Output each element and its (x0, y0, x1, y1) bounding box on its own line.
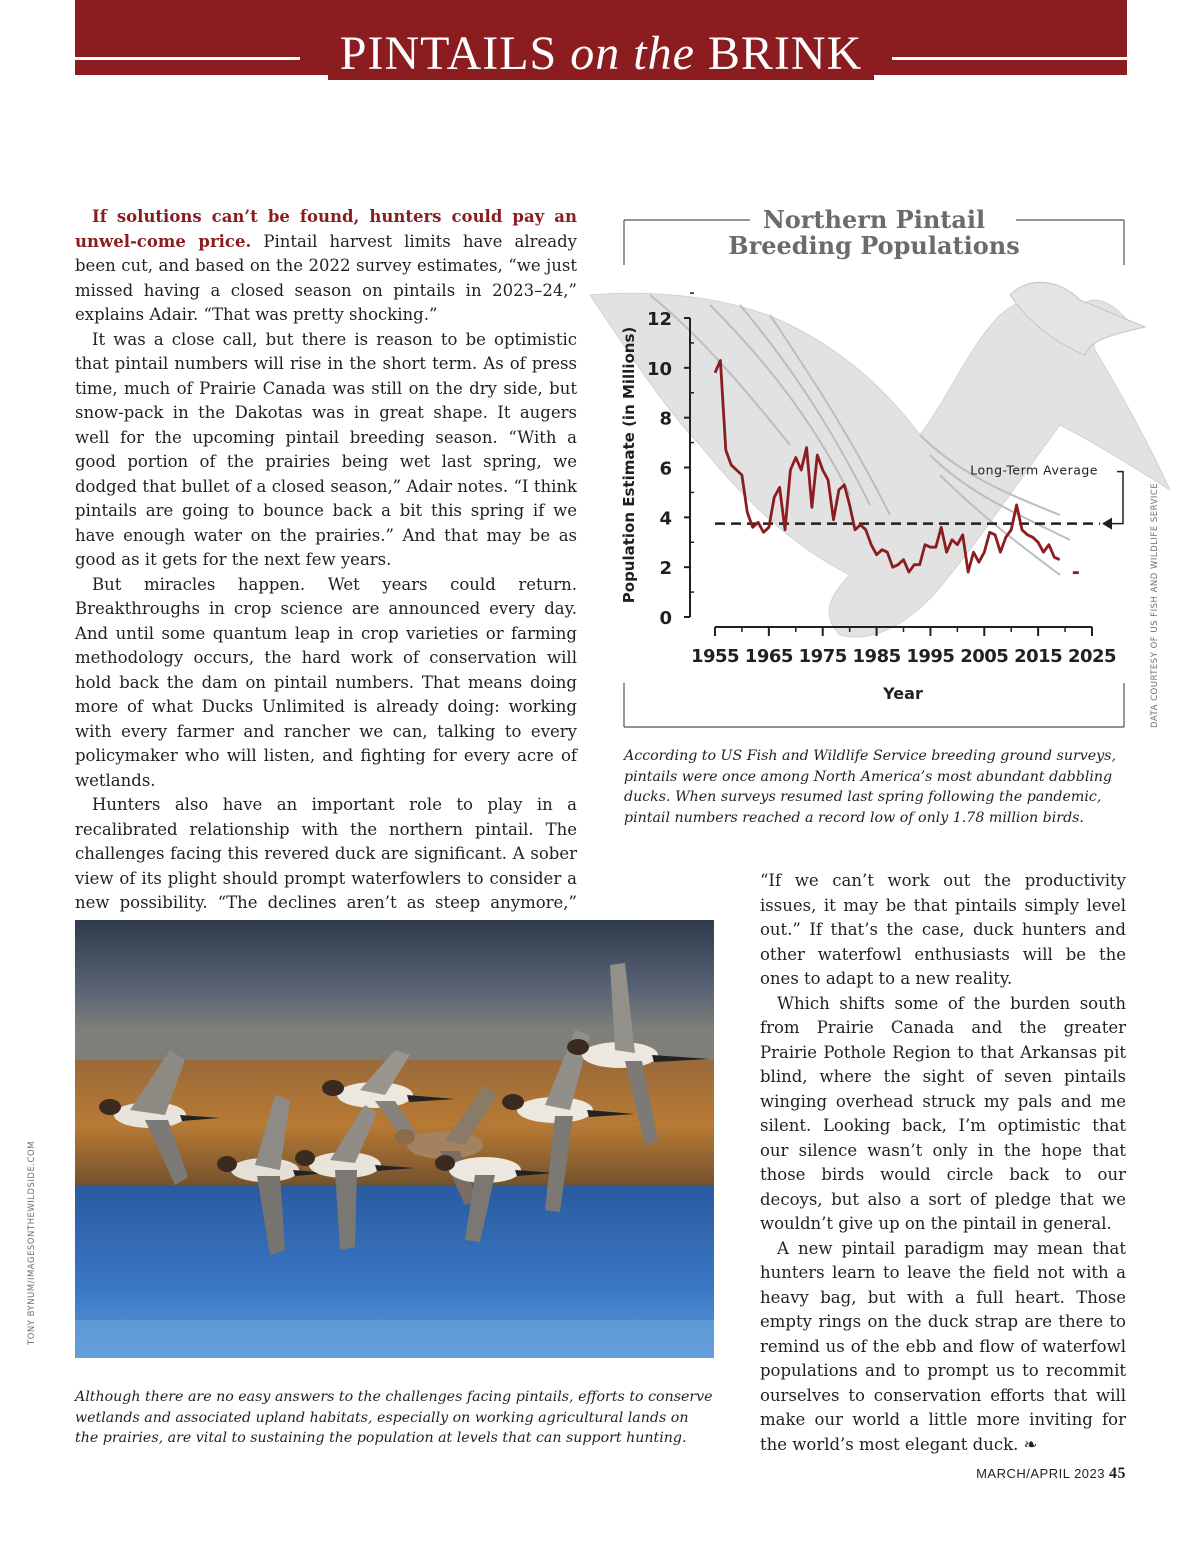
paragraph-text: A new pintail paradigm may mean that hunters learn to leave the field not with a heavy bag, but with a full heart. Those empty rings on the duck strap are there to remind us of the ebb and flow of waterfowl populations and to prompt us to recommit ourselves to conservation efforts that will make our world a little more inviting for the world’s most elegant duck. (760, 1238, 1126, 1454)
photo-credit: TONY BYNUM/IMAGESONTHEWILDSIDE.COM (27, 1140, 37, 1345)
x-tick-label: 1955 (690, 646, 740, 667)
paragraph: Which shifts some of the burden south from Prairie Canada and the greater Prairie Pothole Region to that Arkansas pit blind, where the sight of seven pintails winging overhead struck my pals and me silent. Looking back, I’m optimistic that our silence wasn’t only in the hope that those birds would circle back to our decoys, but also a sort of pledge that we wouldn’t give up on the pintail in general. (760, 993, 1126, 1233)
y-tick-label: 10 (646, 358, 672, 380)
paragraph: Hunters also have an important role to play in a recalibrated relationship with the northern pintail. The challenges facing this revered duck are significant. A sober view of its plight should prompt waterfowlers to consider a new possibility. “The declines aren’t as steep anymore,” (75, 795, 577, 912)
paragraph (760, 1237, 1126, 1458)
x-axis-label: Year (883, 684, 923, 703)
title-part-1: PINTAILS (339, 27, 571, 80)
paragraph: But miracles happen. Wet years could return. Breakthroughs in crop science are announced every day. And until some quantum leap in crop varieties or farming methodology occurs, the hard work of conservation will hold back the dam on pintail numbers. That means doing more of what Ducks Unlimited is already doing: working with every farmer and rancher we can, talking to every policymaker who will listen, and fighting for every acre of wetlands. (75, 574, 577, 790)
page-folio (976, 1465, 1126, 1483)
x-tick-label: 1975 (798, 646, 847, 667)
x-tick-label: 2025 (1067, 646, 1117, 667)
paragraph-text: Pintail harvest limits have already been cut, and based on the 2022 survey estimates, “we just missed having a closed season on pintails in 2023–24,” explains Adair. “That was pretty shocking.” (75, 231, 577, 324)
population-chart (590, 195, 1170, 735)
y-tick-label: 12 (646, 309, 672, 330)
chart-title-line-1: Northern Pintail (762, 205, 986, 234)
x-tick-label: 2005 (960, 646, 1009, 667)
average-callout-bracket (1110, 472, 1123, 524)
y-tick-label: 0 (659, 608, 672, 629)
article-column-left (75, 205, 577, 940)
issue-date: MARCH/APRIL 2023 (976, 1466, 1105, 1481)
y-tick-label: 4 (659, 508, 672, 530)
flying-pintails-photo (75, 920, 714, 1358)
title-part-2: BRINK (694, 27, 863, 80)
chart-title-line-2: Breeding Populations (728, 231, 1020, 260)
pintail-sketch-illustration (590, 282, 1170, 637)
chart-caption: According to US Fish and Wildlife Service breeding ground surveys, pintails were once among North America’s most abundant dabbling ducks. When surveys resumed last spring following the pandemic, pintail numbers reached a record low of only 1.78 million birds. (624, 748, 1116, 826)
x-tick-label: 1965 (744, 646, 793, 667)
x-tick-label: 1995 (906, 646, 955, 667)
x-tick-label: 2015 (1014, 646, 1063, 667)
paragraph: “If we can’t work out the productivity issues, it may be that pintails simply level out.” If that’s the case, duck hunters and other waterfowl enthusiasts will be the ones to adapt to a new reality. (760, 871, 1126, 988)
page-title (75, 27, 1127, 80)
paragraph: It was a close call, but there is reason to be optimistic that pintail numbers will rise in the short term. As of press time, much of Prairie Canada was still on the dry side, but snow-pack in the Dakotas was in great shape. It augers well for the upcoming pintail breeding season. “With a good portion of the prairies being wet last spring, we dodged that bullet of a closed season,” Adair notes. “I think pintails are going to bounce back a bit this spring if we have enough water on the prairies.” And that may be as good as it gets for the next few years. (75, 329, 577, 569)
lead-in: If solutions can’t be found, hunters could pay an unwel-come price. (75, 207, 577, 251)
title-italic: on the (570, 27, 695, 80)
header-banner (75, 0, 1127, 80)
end-mark-icon: ❧ (1023, 1434, 1038, 1454)
article-column-right (760, 869, 1126, 1457)
y-tick-label: 6 (659, 458, 672, 480)
page-number: 45 (1109, 1465, 1126, 1482)
y-tick-label: 8 (659, 408, 672, 430)
data-credit: DATA COURTESY OF US FISH AND WILDLIFE SERVICE (1150, 482, 1160, 728)
average-label: Long-Term Average (970, 462, 1098, 478)
x-tick-label: 1985 (852, 646, 901, 667)
photo-caption: Although there are no easy answers to the challenges facing pintails, efforts to conserve wetlands and associated upland habitats, especially on working agricultural lands on the prairies, are vital to sustaining the population at levels that can support hunting. (75, 1389, 713, 1446)
y-axis-label: Population Estimate (in Millions) (620, 326, 638, 604)
y-tick-label: 2 (659, 558, 672, 580)
average-arrow-icon (1102, 518, 1112, 530)
paragraph (75, 205, 577, 328)
